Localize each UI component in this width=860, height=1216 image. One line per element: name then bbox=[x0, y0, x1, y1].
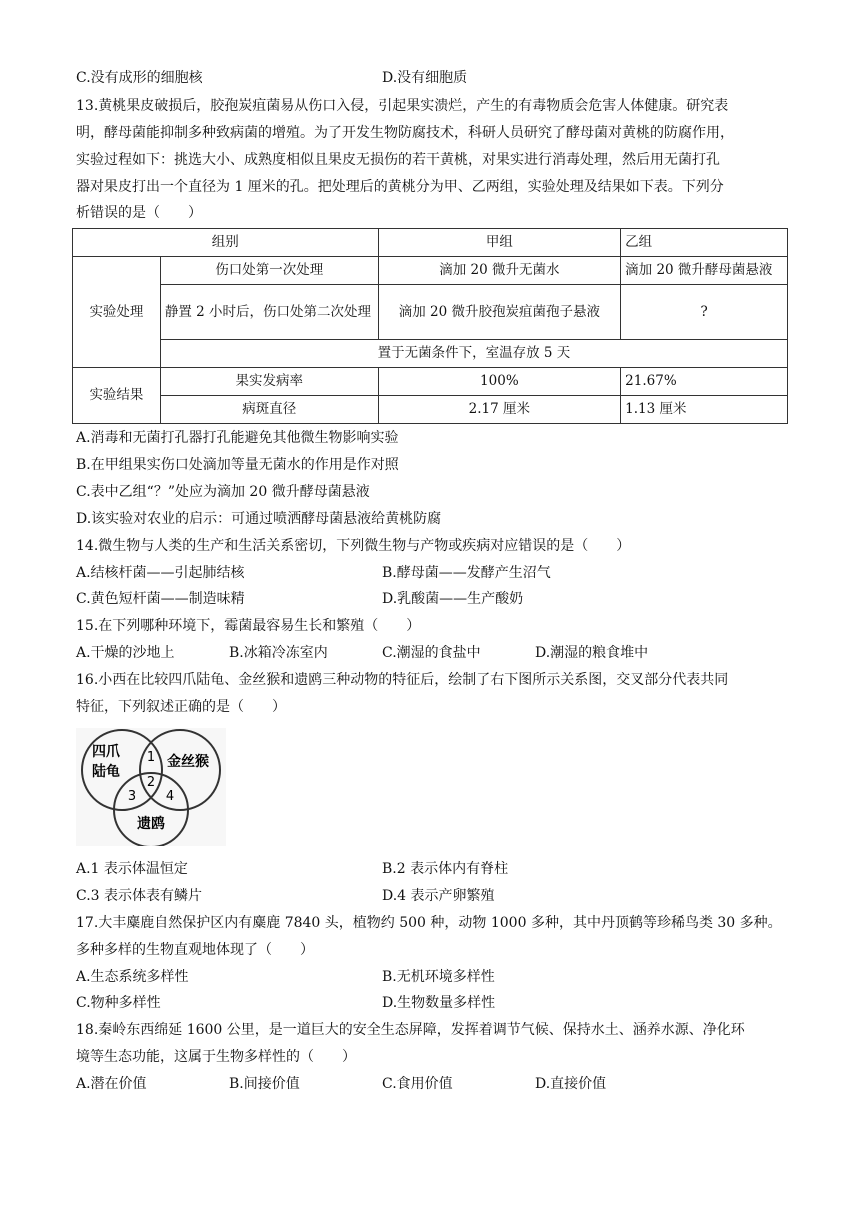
table-row bbox=[73, 396, 788, 424]
table-row bbox=[73, 340, 788, 368]
row1-label: 伤口处第一次处理 bbox=[160, 257, 378, 285]
q18-stem-line-2: 境等生态功能，这属于生物多样性的（ ） bbox=[76, 1049, 356, 1065]
table-header-row bbox=[73, 229, 788, 257]
q18-option-c: C.食用价值 bbox=[382, 1076, 453, 1092]
row1-group-a: 滴加 20 微升无菌水 bbox=[378, 257, 621, 285]
q15-option-d: D.潮湿的粮食堆中 bbox=[535, 645, 649, 661]
q18-option-a: A.潜在价值 bbox=[76, 1076, 147, 1092]
row2-group-a: 滴加 20 微升胶孢炭疽菌孢子悬液 bbox=[378, 285, 621, 340]
q17-option-d: D.生物数量多样性 bbox=[382, 995, 496, 1011]
region-4-label: 4 bbox=[165, 789, 175, 804]
table-row bbox=[73, 285, 788, 340]
q16-option-d: D.4 表示产卵繁殖 bbox=[382, 888, 495, 904]
experiment-table bbox=[72, 228, 788, 424]
q13-option-b: B.在甲组果实伤口处滴加等量无菌水的作用是作对照 bbox=[76, 457, 399, 473]
region-3-label: 3 bbox=[127, 789, 137, 804]
q15-stem: 15.在下列哪种环境下，霉菌最容易生长和繁殖（ ） bbox=[76, 618, 421, 634]
q16-stem-line-2: 特征，下列叙述正确的是（ ） bbox=[76, 699, 286, 715]
q14-option-d: D.乳酸菌——生产酸奶 bbox=[382, 591, 524, 607]
q17-stem-line-2: 多种多样的生物直观地体现了（ ） bbox=[76, 942, 314, 958]
q16-option-c: C.3 表示体表有鳞片 bbox=[76, 888, 203, 904]
q13-option-c: C.表中乙组“？”处应为滴加 20 微升酵母菌悬液 bbox=[76, 484, 370, 500]
q13-stem-line-4: 器对果皮打出一个直径为 1 厘米的孔。把处理后的黄桃分为甲、乙两组，实验处理及结果如下表。下列分 bbox=[76, 179, 724, 195]
treatment-label: 实验处理 bbox=[73, 257, 161, 368]
row2-label: 静置 2 小时后，伤口处第二次处理 bbox=[160, 285, 378, 340]
q13-stem-line-2: 明，酵母菌能抑制多种致病菌的增殖。为了开发生物防腐技术，科研人员研究了酵母菌对黄桃的防腐作用， bbox=[76, 125, 734, 141]
monkey-label: 金丝猴 bbox=[167, 754, 209, 770]
q17-stem-line-1: 17.大丰麋鹿自然保护区内有麋鹿 7840 头，植物约 500 种，动物 1000 多种，其中丹顶鹤等珍稀鸟类 30 多种。 bbox=[76, 915, 782, 931]
q17-option-b: B.无机环境多样性 bbox=[382, 969, 495, 985]
q13-option-d: D.该实验对农业的启示：可通过喷洒酵母菌悬液给黄桃防腐 bbox=[76, 511, 442, 527]
row2-group-b: ? bbox=[621, 285, 788, 340]
row4-group-a: 100% bbox=[378, 368, 621, 396]
region-1-label: 1 bbox=[146, 750, 156, 765]
venn-diagram bbox=[76, 728, 226, 846]
row5-label: 病斑直径 bbox=[160, 396, 378, 424]
q18-option-d: D.直接价值 bbox=[535, 1076, 607, 1092]
header-group-b: 乙组 bbox=[621, 229, 788, 257]
q13-stem-line-3: 实验过程如下：挑选大小、成熟度相似且果皮无损伤的若干黄桃，对果实进行消毒处理，然后用无菌打孔 bbox=[76, 152, 720, 168]
tortoise-label-2: 陆龟 bbox=[92, 764, 120, 780]
q16-option-a: A.1 表示体温恒定 bbox=[76, 861, 188, 877]
gull-label: 遗鸥 bbox=[137, 816, 165, 832]
table-row bbox=[73, 368, 788, 396]
row5-group-b: 1.13 厘米 bbox=[621, 396, 788, 424]
q15-option-c: C.潮湿的食盐中 bbox=[382, 645, 481, 661]
q15-option-b: B.冰箱冷冻室内 bbox=[229, 645, 328, 661]
row1-group-b: 滴加 20 微升酵母菌悬液 bbox=[621, 257, 788, 285]
q15-option-a: A.干燥的沙地上 bbox=[76, 645, 175, 661]
q16-option-b: B.2 表示体内有脊柱 bbox=[382, 861, 509, 877]
result-label: 实验结果 bbox=[73, 368, 161, 424]
table-row bbox=[73, 257, 788, 285]
row5-group-a: 2.17 厘米 bbox=[378, 396, 621, 424]
q14-option-b: B.酵母菌——发酵产生沼气 bbox=[382, 565, 551, 581]
q17-option-a: A.生态系统多样性 bbox=[76, 969, 189, 985]
q12-option-c: C.没有成形的细胞核 bbox=[76, 70, 203, 86]
header-group-a: 甲组 bbox=[378, 229, 621, 257]
q14-stem: 14.微生物与人类的生产和生活关系密切，下列微生物与产物或疾病对应错误的是（ ） bbox=[76, 538, 631, 554]
row3-shared: 置于无菌条件下，室温存放 5 天 bbox=[160, 340, 787, 368]
region-2-label: 2 bbox=[146, 775, 156, 790]
q18-option-b: B.间接价值 bbox=[229, 1076, 300, 1092]
q13-option-a: A.消毒和无菌打孔器打孔能避免其他微生物影响实验 bbox=[76, 430, 399, 446]
row4-label: 果实发病率 bbox=[160, 368, 378, 396]
q18-stem-line-1: 18.秦岭东西绵延 1600 公里，是一道巨大的安全生态屏障，发挥着调节气候、保持水土、涵养水源、净化环 bbox=[76, 1022, 745, 1038]
q16-stem-line-1: 16.小西在比较四爪陆龟、金丝猴和遗鸥三种动物的特征后，绘制了右下图所示关系图，交叉部分代表共同 bbox=[76, 672, 729, 688]
tortoise-label-1: 四爪 bbox=[92, 744, 120, 760]
q13-stem-line-1: 13.黄桃果皮破损后，胶孢炭疽菌易从伤口入侵，引起果实溃烂，产生的有毒物质会危害人体健康。研究表 bbox=[76, 98, 729, 114]
q12-option-d: D.没有细胞质 bbox=[382, 70, 468, 86]
q13-stem-line-5: 析错误的是（ ） bbox=[76, 205, 202, 221]
header-group: 组别 bbox=[73, 229, 379, 257]
q14-option-a: A.结核杆菌——引起肺结核 bbox=[76, 565, 245, 581]
row4-group-b: 21.67% bbox=[621, 368, 788, 396]
q14-option-c: C.黄色短杆菌——制造味精 bbox=[76, 591, 245, 607]
q17-option-c: C.物种多样性 bbox=[76, 995, 161, 1011]
